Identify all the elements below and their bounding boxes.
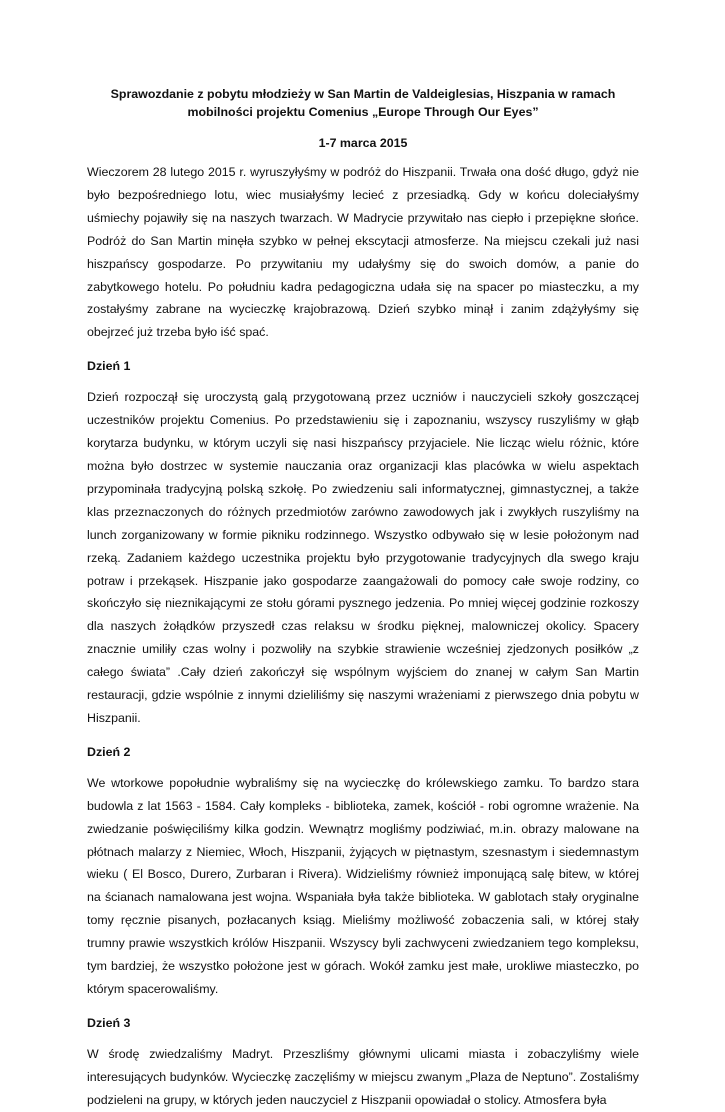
day-1-heading: Dzień 1 (87, 359, 131, 374)
day-1-section (87, 357, 639, 730)
day-3-paragraph: W środę zwiedzaliśmy Madryt. Przeszliśmy głównymi ulicami miasta i zobaczyliśmy wiele interesujących budynków. Wycieczkę zaczęliśmy w miejscu zwanym „Plaza de Neptuno”. Zostaliśmy podzieleni na grupy, w których jeden nauczyciel z Hiszpanii opowiadał o stolicy. Atmosfera była (87, 1046, 639, 1107)
document-body (87, 85, 639, 1112)
document-title: Sprawozdanie z pobytu młodzieży w San Martin de Valdeiglesias, Hiszpania w ramach mobilności projektu Comenius „Europe Through Our Eyes” (110, 87, 616, 119)
day-2-heading: Dzień 2 (87, 744, 131, 759)
document-date: 1-7 marca 2015 (318, 136, 408, 150)
day-1-paragraph: Dzień rozpoczął się uroczystą galą przygotowaną przez uczniów i nauczycieli szkoły goszczącej uczestników projektu Comenius. Po przedstawieniu się i zapoznaniu, wszyscy ruszyliśmy w głąb korytarza budynku, w którym uczyli się nasi hiszpańscy przyjaciele. Nie licząc wielu różnic, które można było dostrzec w systemie nauczania oraz organizacji klas placówka w wielu aspektach przypominała tradycyjną polską szkołę. Po zwiedzeniu sali informatycznej, gimnastycznej, a także klas przeznaczonych do różnych przedmiotów zarówno zawodowych jak i zwykłych ruszyliśmy na lunch zorganizowany w formie pikniku rodzinnego. Wszystko odbywało się w lesie położonym nad rzeką. Zadaniem każdego uczestnika projektu było przygotowanie tradycyjnych dla swego kraju potraw i przekąsek. Hiszpanie jako gospodarze zaangażowali do pomocy całe swoje rodziny, co skończyło się nieznikającymi ze stołu górami pysznego jedzenia. Po mniej więcej godzinie rozkoszy dla naszych żołądków przyszedł czas relaksu w środku pięknej, malowniczej okolicy. Spacery znacznie umiliły czas wolny i pozwoliły na szybkie strawienie wcześniej zjedzonych posiłków „z całego świata” .Cały dzień zakończył się wspólnym wyjściem do znanej w całym San Martin restauracji, gdzie wspólnie z innymi dzieliliśmy się naszymi wrażeniami z pierwszego dnia pobytu w Hiszpanii. (87, 390, 639, 725)
day-2-paragraph: We wtorkowe popołudnie wybraliśmy się na wycieczkę do królewskiego zamku. To bardzo stara budowla z lat 1563 - 1584. Cały kompleks - biblioteka, zamek, kościół - robi ogromne wrażenie. Na zwiedzanie poświęciliśmy kilka godzin. Wewnątrz mogliśmy podziwiać, m.in. obrazy malowane na płótnach malarzy z Niemiec, Włoch, Hiszpanii, żyjących w piętnastym, szesnastym i siedemnastym wieku ( El Bosco, Durero, Zurbaran i Rivera). Widzieliśmy również imponującą salę bitew, w której na ścianach namalowana jest wojna. Wspaniała była także biblioteka. W gablotach stały oryginalne tomy ręcznie pisanych, pozłacanych ksiąg. Mieliśmy możliwość zobaczenia sali, w której stały trumny prawie wszystkich królów Hiszpanii. Wszyscy byli zachwyceni zwiedzaniem tego kompleksu, tym bardziej, że wszystko położone jest w górach. Wokół zamku jest małe, urokliwe miasteczko, po którym spacerowaliśmy. (87, 775, 639, 996)
day-3-heading: Dzień 3 (87, 1015, 131, 1030)
intro-paragraph: Wieczorem 28 lutego 2015 r. wyruszyłyśmy w podróż do Hiszpanii. Trwała ona dość długo, gdyż nie było bezpośredniego lotu, wiec musiałyśmy lecieć z przesiadką. Gdy w końcu doleciałyśmy uśmiechy pojawiły się na naszych twarzach. W Madrycie przywitało nas ciepło i przepiękne słońce. Podróż do San Martin minęła szybko w pełnej ekscytacji atmosferze. Na miejscu czekali już nasi hiszpańscy gospodarze. Po przywitaniu my udałyśmy się do swoich domów, a panie do zabytkowego hotelu. Po południu kadra pedagogiczna udała się na spacer po miasteczku, a my zostałyśmy zabrane na wycieczkę krajobrazową. Dzień szybko minął i zanim zdążyłyśmy się obejrzeć już trzeba było iść spać. (87, 165, 639, 340)
day-3-section (87, 1014, 639, 1112)
day-2-section (87, 743, 639, 1001)
